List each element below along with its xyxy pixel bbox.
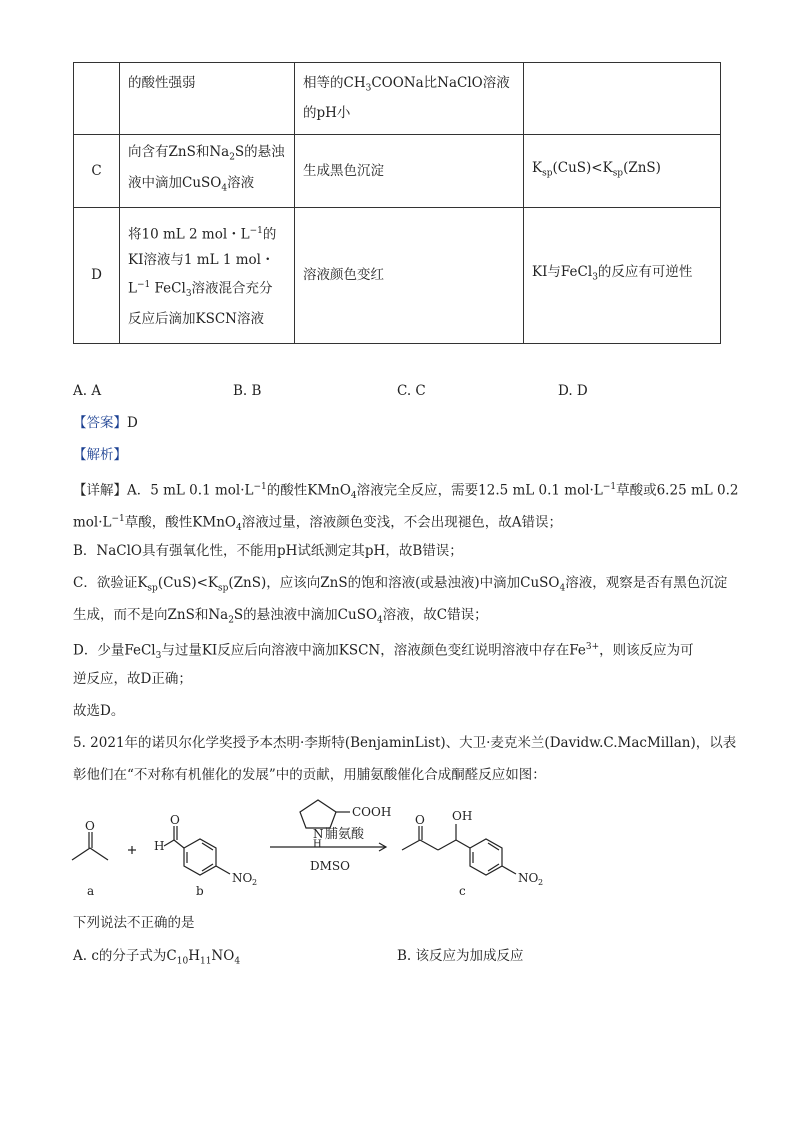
catalyst-label: 脯氨酸 (325, 827, 365, 842)
conclusion-cell: $K_{sp}(CuS)<K_{sp}(ZnS)$ (524, 135, 721, 208)
conclusion-cell: KI与FeCl$_3$的反应有可逆性 (524, 208, 721, 344)
svg-text:COOH: COOH (352, 805, 392, 819)
label-b: b (196, 884, 204, 898)
choice-d: D. D (558, 383, 588, 399)
svg-text:2: 2 (252, 878, 258, 887)
aldol-product-structure (402, 824, 516, 875)
detail-line-5: 生成，而不是向ZnS和$Na_2S$的悬浊液中滴加CuSO$_4$溶液，故C错误； (73, 607, 488, 626)
phenomenon-cell: 相等的$CH_3COONa$比NaClO溶液的pH小 (295, 63, 524, 135)
svg-text:O: O (415, 813, 425, 827)
option-cell (74, 63, 120, 135)
detail-conclusion: 故选D。 (73, 703, 125, 719)
table-row (74, 208, 721, 344)
svg-text:O: O (170, 813, 180, 827)
detail-line-6: D．少量FeCl$_3$与过量KI反应后向溶液中滴加KSCN，溶液颜色变红说明溶液中存在$Fe^{3+}$，则该反应为可 (73, 642, 694, 662)
table-row (74, 63, 721, 135)
q5-line-2: 彰他们在“不对称有机催化的发展”中的贡献，用脯氨酸催化合成酮醛反应如图： (73, 767, 546, 783)
solvent-label: DMSO (310, 859, 350, 873)
q5-question: 下列说法不正确的是 (73, 915, 195, 931)
conclusion-cell (524, 63, 721, 135)
acetone-structure (72, 832, 108, 860)
option-cell: D (74, 208, 120, 344)
svg-text:NO: NO (518, 871, 539, 885)
answer-line: 【答案】D (73, 415, 138, 431)
analysis-heading: 【解析】 (73, 447, 127, 463)
label-a: a (87, 884, 95, 898)
experiment-table (73, 62, 721, 344)
option-cell: C (74, 135, 120, 208)
detail-line-3: B．NaClO具有强氧化性，不能用pH试纸测定其pH，故B错误； (73, 543, 463, 559)
operation-cell: 将10 mL 2 mol・$L^{-1}$的KI溶液与1 mL 1 mol・$L^{-1}$ FeCl$_3$溶液混合充分反应后滴加KSCN溶液 (120, 208, 295, 344)
svg-text:N: N (313, 827, 324, 841)
phenomenon-cell: 生成黑色沉淀 (295, 135, 524, 208)
choice-c: C. C (397, 383, 426, 399)
svg-text:H: H (313, 839, 322, 850)
label-c: c (459, 884, 466, 898)
q5-option-b: B. 该反应为加成反应 (397, 948, 524, 964)
choice-b: B. B (233, 383, 262, 399)
phenomenon-cell: 溶液颜色变红 (295, 208, 524, 344)
detail-line-7: 逆反应，故D正确； (73, 671, 192, 687)
q5-line-1: 5. 2021年的诺贝尔化学奖授予本杰明·李斯特(BenjaminList)、大卫·麦克米兰(Davidw.C.MacMillan)，以表 (73, 735, 737, 751)
nitrobenzaldehyde-structure (164, 826, 230, 875)
svg-text:2: 2 (538, 878, 544, 887)
operation-cell: 的酸性强弱 (120, 63, 295, 135)
svg-text:O: O (85, 819, 95, 833)
detail-line-4: C．欲验证$K_{sp}(CuS)<K_{sp}(ZnS)$，应该向ZnS的饱和溶液(或悬浊液)中滴加CuSO$_4$溶液，观察是否有黑色沉淀 (73, 575, 728, 594)
table-row (74, 135, 721, 208)
detail-line-1: 【详解】A．5 mL 0.1 $mol\cdot L^{-1}$的酸性KMnO$_4$溶液完全反应，需要12.5 mL 0.1 $mol\cdot L^{-1}$草酸或6.25 mL 0.2 (73, 482, 739, 502)
svg-text:H: H (154, 839, 165, 853)
operation-cell: 向含有ZnS和$Na_2S$的悬浊液中滴加CuSO$_4$溶液 (120, 135, 295, 208)
svg-text:OH: OH (452, 809, 473, 823)
detail-line-2: $mol\cdot L^{-1}$草酸，酸性KMnO$_4$溶液过量，溶液颜色变浅，不会出现褪色，故A错误； (73, 514, 562, 534)
choice-a: A. A (73, 383, 102, 399)
svg-text:NO: NO (232, 871, 253, 885)
q5-option-a: A. c的分子式为$C_{10}H_{11}NO_4$ (73, 948, 241, 967)
reaction-scheme (60, 790, 580, 900)
